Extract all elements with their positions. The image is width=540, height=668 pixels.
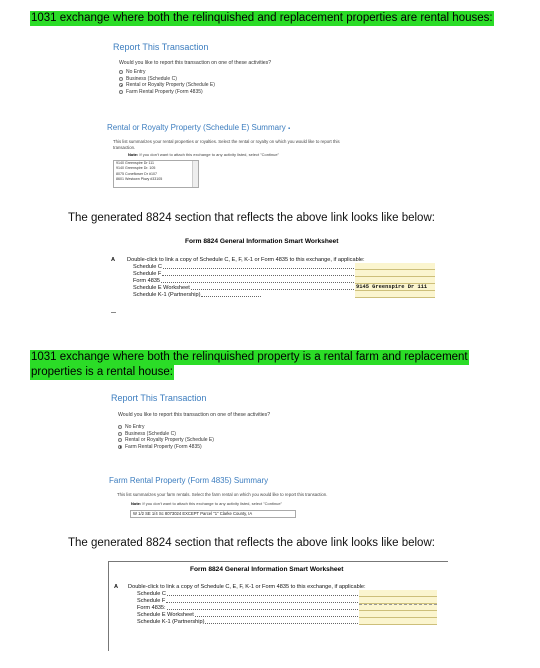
worksheet-lines [133, 263, 355, 298]
worksheet-lines [137, 590, 359, 625]
help-icon[interactable]: ▪ [287, 126, 291, 132]
option-no-entry[interactable]: No Entry [118, 424, 214, 431]
radio-icon[interactable] [118, 425, 122, 429]
link-field-schedule-f[interactable] [359, 597, 437, 604]
section1-heading: 1031 exchange where both the relinquished and replacement properties are rental houses: [31, 12, 493, 24]
worksheet-title: Form 8824 General Information Smart Worksheet [190, 566, 344, 573]
list-item[interactable]: 8601 Westown Pkwy #33105 [116, 177, 163, 182]
option-no-entry[interactable]: No Entry [119, 69, 215, 76]
report-question: Would you like to report this transaction on one of these activities? [118, 412, 271, 418]
option-farm-rental[interactable]: Farm Rental Property (Form 4835) [119, 89, 215, 96]
section2-heading-line2: properties is a rental house: [31, 366, 173, 378]
ws-line-schedule-e: Schedule E Worksheet [133, 284, 355, 291]
activity-options [119, 69, 215, 95]
rental-property-list[interactable] [113, 160, 199, 188]
report-transaction-title: Report This Transaction [113, 42, 209, 52]
summary-title: Farm Rental Property (Form 4835) Summary [109, 476, 269, 485]
radio-selected-icon[interactable] [118, 445, 122, 449]
worksheet-link-fields [359, 590, 437, 625]
link-field-schedule-e[interactable] [359, 611, 437, 618]
scrollbar[interactable] [192, 161, 198, 187]
report-question: Would you like to report this transaction on one of these activities? [119, 60, 272, 66]
link-field-form-4835[interactable] [359, 604, 437, 611]
radio-icon[interactable] [118, 438, 122, 442]
ws-line-schedule-f: Schedule F [137, 597, 359, 604]
radio-selected-icon[interactable] [119, 83, 123, 87]
ws-line-form-4835: Form 4835: [137, 604, 359, 611]
farm-rental-list[interactable] [130, 510, 296, 518]
ws-line-form-4835: Form 4835 [133, 277, 355, 284]
link-field-schedule-k1[interactable] [355, 291, 435, 298]
report-transaction-title: Report This Transaction [111, 393, 207, 403]
worksheet-instruction: A Double-click to link a copy of Schedule C, E, F, K-1 or Form 4835 to this exchange, if applicable: [111, 257, 365, 263]
ws-line-schedule-f: Schedule F [133, 270, 355, 277]
radio-icon[interactable] [119, 90, 123, 94]
link-field-form-4835[interactable] [355, 277, 435, 284]
ws-line-schedule-k1: Schedule K-1 (Partnership) [137, 618, 359, 625]
link-field-schedule-e[interactable]: 9145 Greenspire Dr 111 [355, 284, 435, 291]
summary-description: This list summarizes your rental properties or royalties. Select the rental or royalty on which you would like to report this transaction. [113, 139, 340, 150]
list-item[interactable]: W 1/2 SE 1/4 Sc 8073024 EXCEPT Parcel "1" Clarke County, IA [133, 511, 253, 516]
worksheet-link-fields [355, 263, 435, 298]
list-item[interactable]: 8075 Coneflower Dr #107 [116, 171, 157, 176]
ws-line-schedule-e: Schedule E Worksheet [137, 611, 359, 618]
option-business[interactable]: Business (Schedule C) [118, 431, 214, 438]
link-field-schedule-c[interactable] [359, 590, 437, 597]
ws-line-schedule-k1: Schedule K-1 (Partnership) [133, 291, 355, 298]
option-business[interactable]: Business (Schedule C) [119, 76, 215, 83]
activity-options [118, 424, 214, 450]
link-field-schedule-f[interactable] [355, 270, 435, 277]
summary-note: Note: If you don't want to attach this exchange to any activity listed, select "Continue" [131, 501, 283, 506]
section2-heading-line1: 1031 exchange where both the relinquished property is a rental farm and replacement [31, 351, 468, 363]
worksheet-title: Form 8824 General Information Smart Worksheet [185, 238, 339, 245]
option-farm-rental[interactable]: Farm Rental Property (Form 4835) [118, 444, 214, 451]
link-field-schedule-c[interactable] [355, 263, 435, 270]
option-rental[interactable]: Rental or Royalty Property (Schedule E) [119, 82, 215, 89]
summary-title: Rental or Royalty Property (Schedule E) Summary ▪ [107, 123, 291, 132]
ws-line-schedule-c: Schedule C [137, 590, 359, 597]
ws-line-schedule-c: Schedule C [133, 263, 355, 270]
link-field-schedule-k1[interactable] [359, 618, 437, 625]
section1-caption: The generated 8824 section that reflects the above link looks like below: [68, 212, 435, 224]
list-item[interactable]: 9140 Greenspire Dr 111 [116, 161, 155, 165]
option-rental[interactable]: Rental or Royalty Property (Schedule E) [118, 437, 214, 444]
section2-caption: The generated 8824 section that reflects the above link looks like below: [68, 537, 435, 549]
radio-icon[interactable] [118, 432, 122, 436]
summary-note: Note: If you don't want to attach this exchange to any activity listed, select "Continue" [128, 152, 280, 157]
radio-icon[interactable] [119, 77, 123, 81]
worksheet-instruction: A Double-click to link a copy of Schedule C, E, F, K-1 or Form 4835 to this exchange, if applicable: [114, 584, 366, 590]
list-item[interactable]: 9140 Greenspire Dr. 105 [116, 166, 156, 171]
radio-icon[interactable] [119, 70, 123, 74]
divider [111, 312, 116, 313]
summary-description: This list summarizes your farm rentals. Select the farm rental on which you would like to report this transaction. [117, 492, 328, 497]
